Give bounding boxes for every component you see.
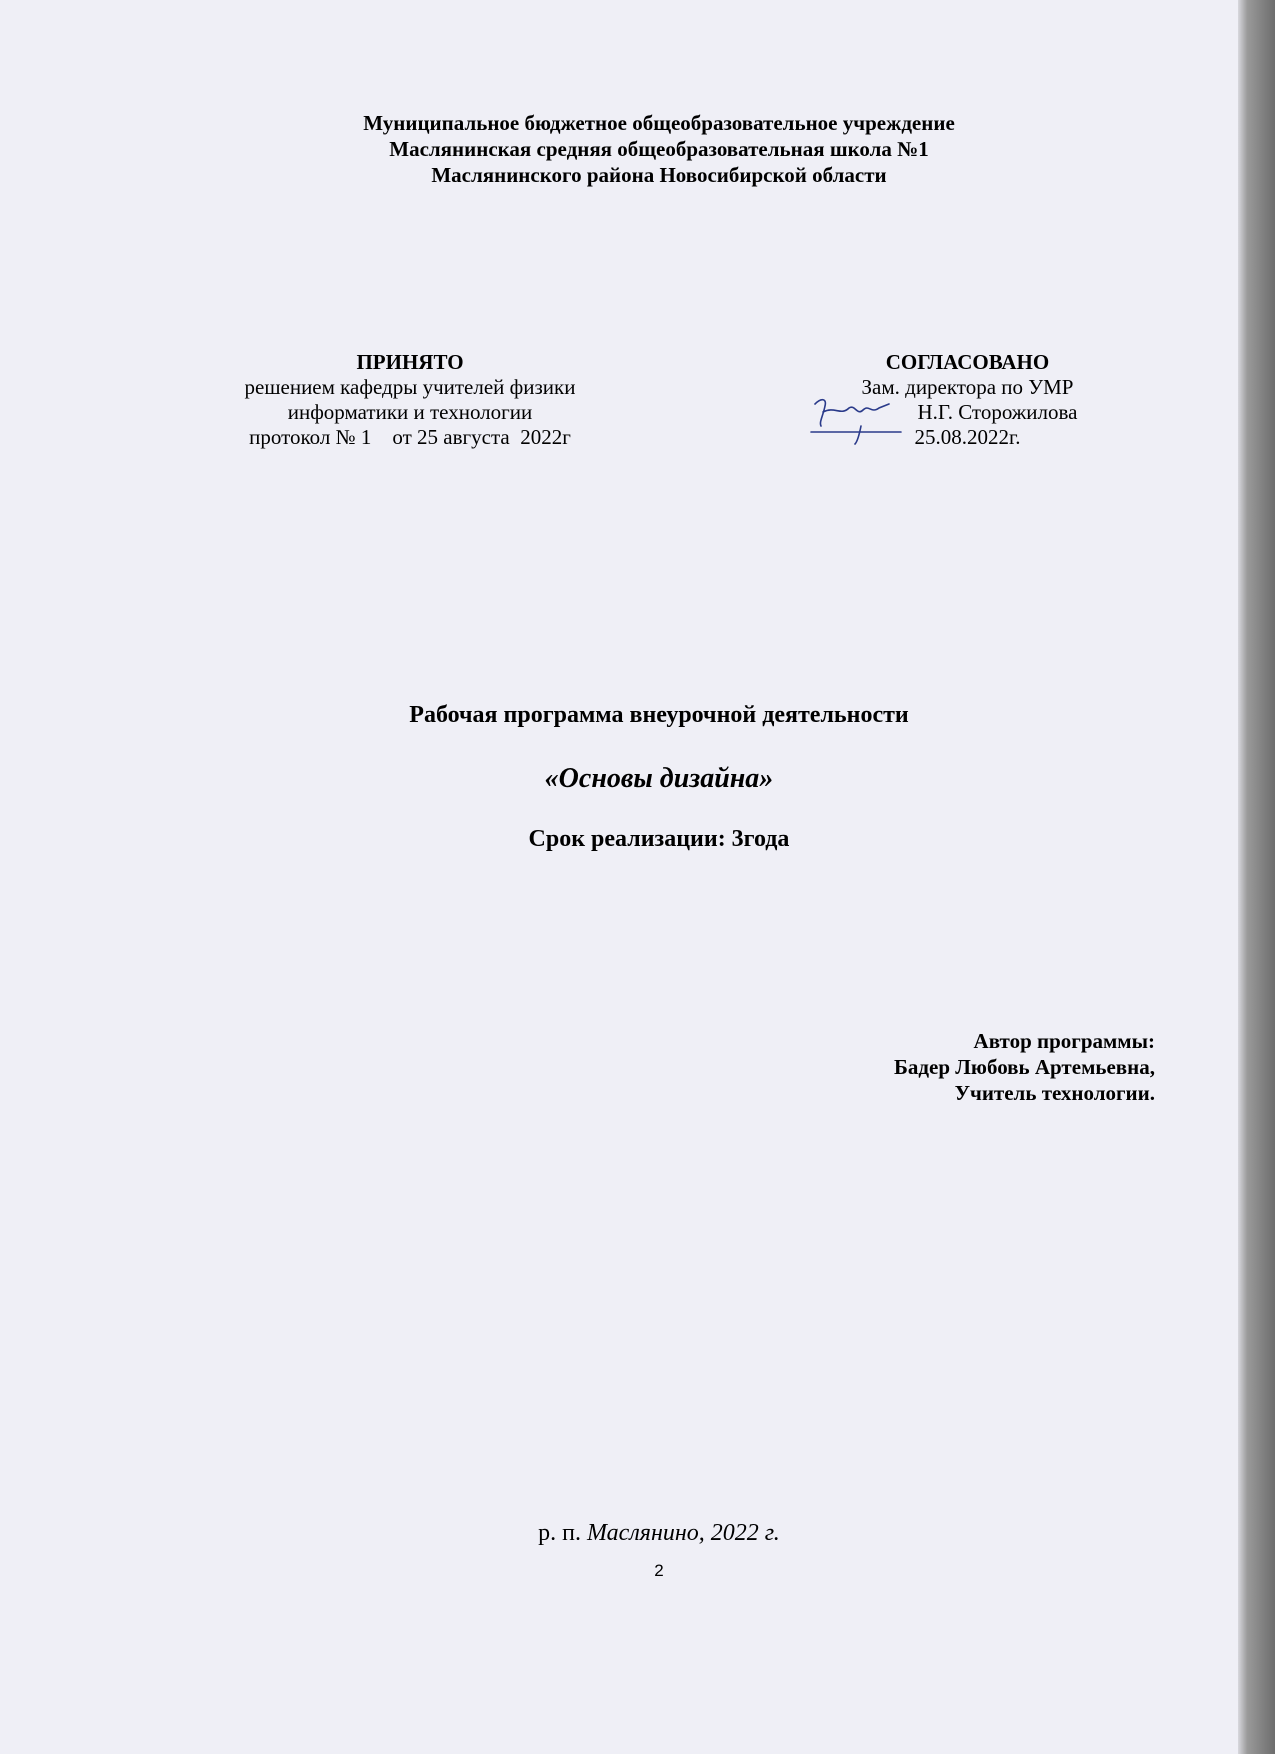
header-line-1: Муниципальное бюджетное общеобразовательное учреждение — [363, 111, 955, 135]
agreed-heading: СОГЛАСОВАНО — [885, 350, 1050, 374]
place-prefix: р. п. — [538, 1520, 582, 1546]
document-title: Рабочая программа внеурочной деятельности — [409, 702, 909, 728]
agreed-date: 25.08.2022г. — [914, 425, 1021, 449]
program-duration: Срок реализации: 3года — [528, 826, 790, 852]
header-line-2: Маслянинская средняя общеобразовательная школа №1 — [389, 137, 929, 161]
title-block — [0, 700, 1275, 854]
author-label: Автор программы: — [973, 1029, 1155, 1053]
place-city-year: Маслянино, 2022 г. — [587, 1520, 780, 1546]
signature-line — [815, 400, 1120, 425]
accepted-heading: ПРИНЯТО — [356, 350, 464, 374]
institution-header — [0, 110, 1275, 188]
scan-edge — [1238, 0, 1275, 1754]
author-position: Учитель технологии. — [954, 1081, 1155, 1105]
program-name: «Основы дизайна» — [544, 763, 774, 794]
accepted-line-1: решением кафедры учителей физики — [244, 375, 576, 399]
page-number: 2 — [654, 1561, 664, 1580]
header-line-3: Маслянинского района Новосибирской области — [431, 163, 887, 187]
agreed-line-1: Зам. директора по УМР — [861, 375, 1074, 399]
agreed-block — [815, 350, 1120, 450]
agreed-signer-name: Н.Г. Сторожилова — [917, 400, 1078, 424]
accepted-protocol: протокол № 1 от 25 августа 2022г — [249, 425, 571, 449]
accepted-line-2: информатики и технологии — [287, 400, 533, 424]
handwritten-signature-icon — [805, 386, 915, 446]
place-and-year — [0, 1520, 1275, 1547]
author-block — [700, 1028, 1155, 1106]
author-name: Бадер Любовь Артемьевна, — [894, 1055, 1155, 1079]
accepted-block — [195, 350, 625, 450]
